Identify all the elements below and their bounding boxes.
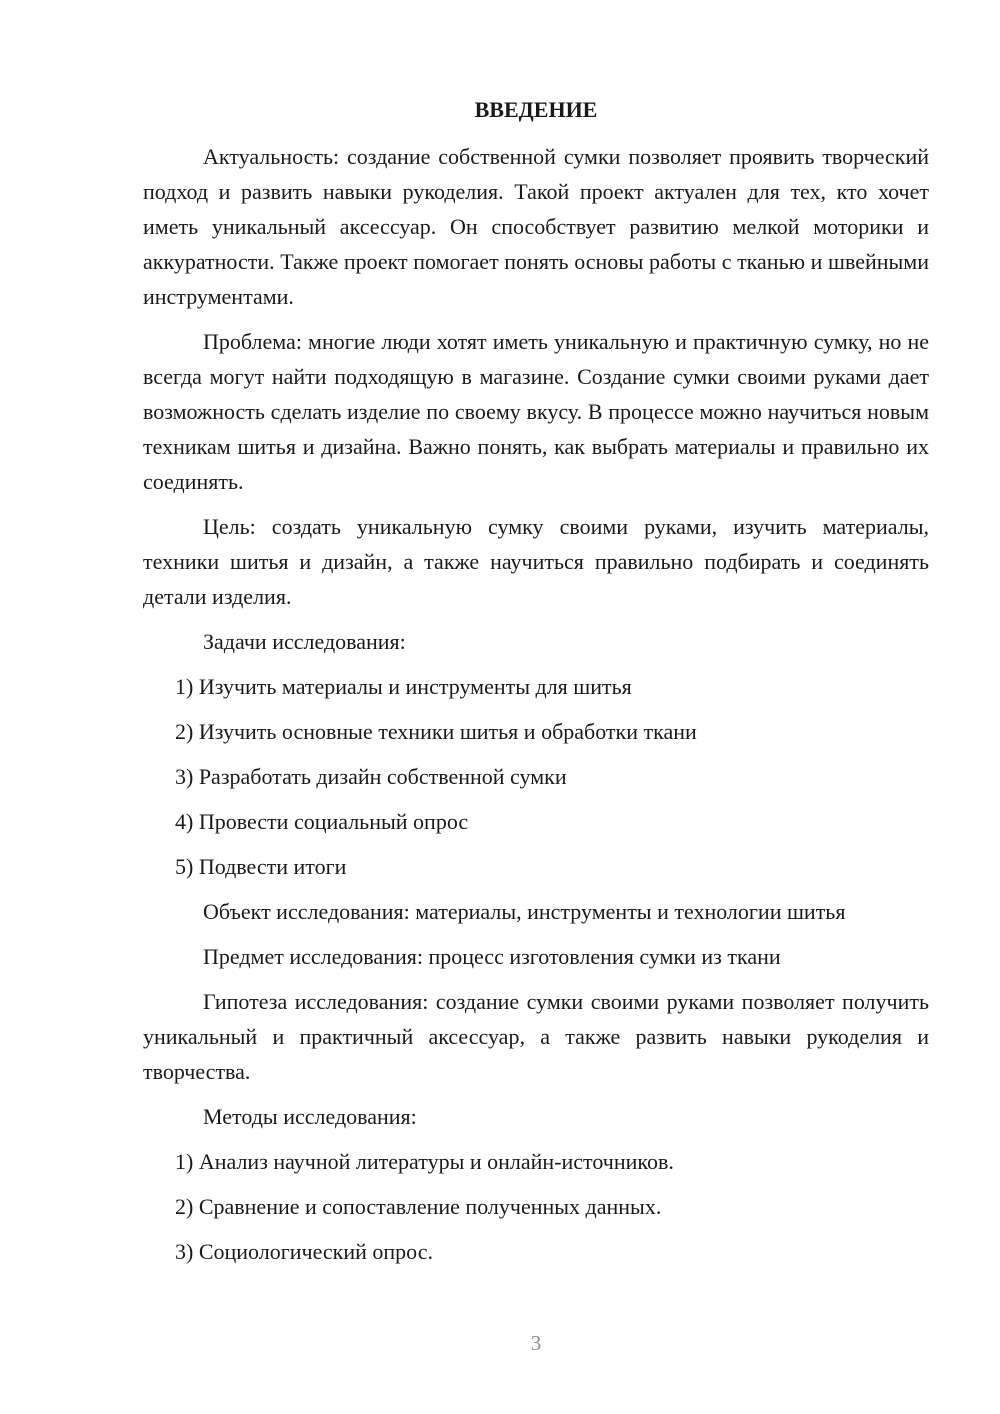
task-item: 4) Провести социальный опрос <box>175 809 469 834</box>
relevance-paragraph: Актуальность: создание собственной сумки позволяет проявить творческий подход и развить навыки рукоделия. Такой проект актуален для тех, кто хочет иметь уникальный аксессуар. Он способствует развитию мелкой моторики и аккуратности. Также проект помогает понять основы работы с тканью и швейными инструментами. <box>143 144 929 309</box>
goal-paragraph: Цель: создать уникальную сумку своими руками, изучить материалы, техники шитья и дизайн, а также научиться правильно подбирать и соединять детали изделия. <box>143 514 929 609</box>
section-title: ВВЕДЕНИЕ <box>474 97 598 122</box>
task-item: 1) Изучить материалы и инструменты для шитья <box>175 674 632 699</box>
hypothesis-paragraph: Гипотеза исследования: создание сумки своими руками позволяет получить уникальный и практичный аксессуар, а также развить навыки рукоделия и творчества. <box>143 989 929 1084</box>
tasks-heading: Задачи исследования: <box>203 629 406 654</box>
problem-paragraph: Проблема: многие люди хотят иметь уникальную и практичную сумку, но не всегда могут найти подходящую в магазине. Создание сумки своими руками дает возможность сделать изделие по своему вкусу. В процессе можно научиться новым техникам шитья и дизайна. Важно понять, как выбрать материалы и правильно их соединять. <box>143 329 929 494</box>
task-item: 2) Изучить основные техники шитья и обработки ткани <box>175 719 697 744</box>
method-item: 3) Социологический опрос. <box>175 1239 433 1264</box>
task-item: 5) Подвести итоги <box>175 854 347 879</box>
subject-paragraph: Предмет исследования: процесс изготовления сумки из ткани <box>203 944 781 969</box>
page-content <box>143 92 929 1279</box>
method-item: 2) Сравнение и сопоставление полученных данных. <box>175 1194 662 1219</box>
object-paragraph: Объект исследования: материалы, инструменты и технологии шитья <box>203 899 846 924</box>
page-number: 3 <box>530 1331 542 1355</box>
method-item: 1) Анализ научной литературы и онлайн-источников. <box>175 1149 674 1174</box>
task-item: 3) Разработать дизайн собственной сумки <box>175 764 567 789</box>
methods-heading: Методы исследования: <box>203 1104 417 1129</box>
